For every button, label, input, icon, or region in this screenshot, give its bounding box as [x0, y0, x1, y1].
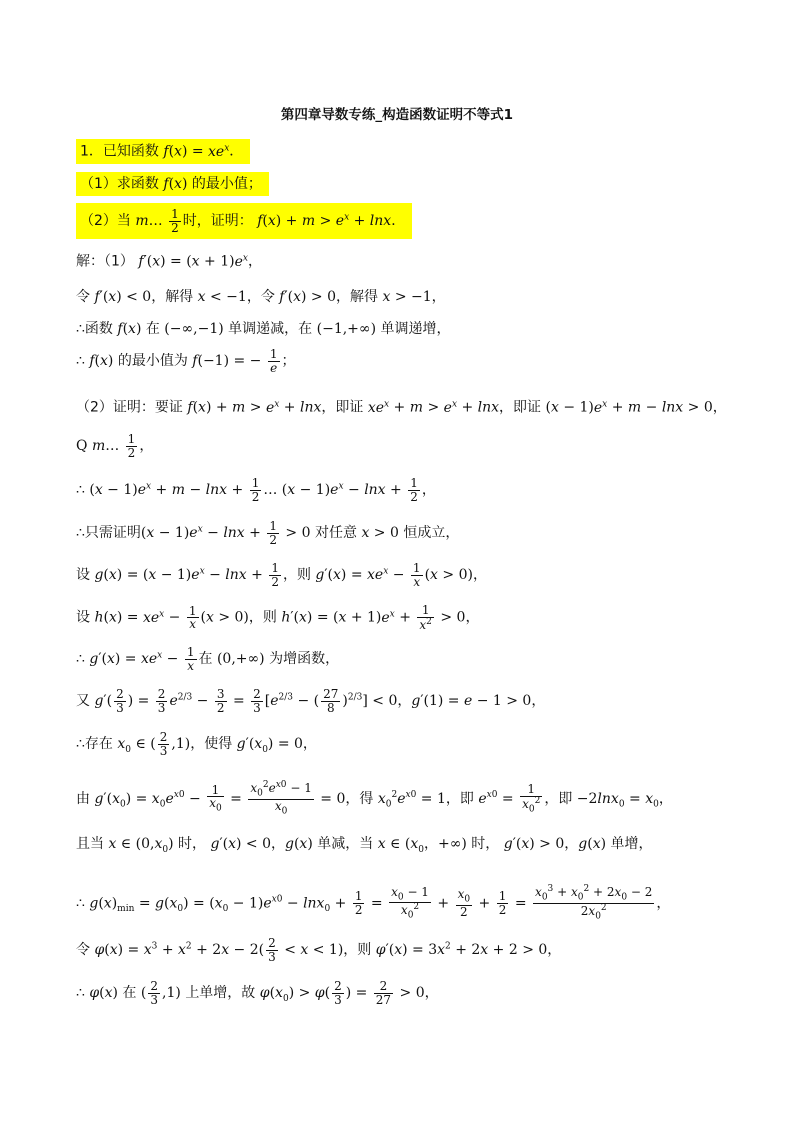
- problem-part2: [76, 203, 412, 239]
- solution-line-7: ∴ $(x - 1)e^x + m - \ln x$ + $\frac{1}{2}$ … $(x - 1)e^x - \ln x$ + $\frac{1}{2}$ ，: [76, 476, 436, 504]
- solution-line-17: 令 $\varphi(x) = x^3 + x^2 + 2x - 2$( $\frac{2}{3}$ < x < 1)，则 $\varphi'(x) = 3x^2 + 2x + 2 > 0$，: [76, 936, 562, 964]
- problem-part1-highlight: （1）求函数 f(x) 的最小值；: [76, 172, 269, 196]
- document-title: 第四章导数专练_构造函数证明不等式1: [280, 107, 514, 123]
- problem-part1: [76, 172, 269, 196]
- problem-stem: [76, 139, 250, 164]
- solution-line-2: 令 f′(x) < 0，解得 x < −1，令 f′(x) > 0，解得 x > −1，: [76, 289, 446, 305]
- solution-line-16: ∴ $g(x)_{min} = g(x_0) = (x_0 - 1)e^{x0} - \ln x_0$ + $\frac{1}{2}$ = $\frac{x_0 - 1}{x_0^2}$ + $\frac{x_0}{2}$ + $\frac{1}{2}$ = $\frac{x_0^3 + x_0^2 + 2x_0 - 2}{2x_0^2}$ ，: [76, 884, 671, 922]
- solution-line-1: 解：（1） $f'(x) = (x + 1)e^x$，: [76, 253, 262, 270]
- solution-line-14: 由 $g'(x_0) = x_0e^{x0}$ − $\frac{1}{x_0}$ = $\frac{x_0^2e^{x0} - 1}{x_0}$ = 0，得 $x_0^2e^{x0} = 1$，即 $e^{x0}$ = $\frac{1}{x_0^2}$ ，即 $-2\ln x_0 = x_0$，: [76, 780, 673, 817]
- solution-line-11: ∴ $g'(x) = xe^x$ − $\frac{1}{x}$ 在 (0,+∞) 为增函数，: [76, 645, 340, 673]
- solution-line-8: ∴只需证明$(x - 1)e^x - \ln x$ + $\frac{1}{2}$ > 0 对任意 x > 0 恒成立，: [76, 519, 460, 547]
- solution-line-13: ∴存在 $x_0$ ∈ ( $\frac{2}{3}$ ,1)，使得 $g'(x_0) = 0$，: [76, 730, 317, 758]
- solution-line-12: 又 g′( $\frac{2}{3}$ ) = $\frac{2}{3}$ $e^{2/3}$ − $\frac{3}{2}$ = $\frac{2}{3}$ [$e^{2/3}$ − ( $\frac{27}{8}$ )$^{2/3}$] < 0，g′(1) = e − 1 > 0，: [76, 687, 546, 715]
- solution-line-18: ∴ φ(x) 在 ( $\frac{2}{3}$ ,1) 上单增，故 $\varphi(x_0) > \varphi$( $\frac{2}{3}$ ) = $\frac{2}{27}$ > 0，: [76, 979, 439, 1007]
- solution-line-10: 设 $h(x) = xe^x$ − $\frac{1}{x}$ (x > 0)，则 $h'(x) = (x + 1)e^x$ + $\frac{1}{x^2}$ > 0，: [76, 603, 480, 632]
- solution-line-3: ∴函数 f(x) 在 (−∞,−1) 单调递减，在 (−1,+∞) 单调递增，: [76, 321, 451, 337]
- solution-line-9: 设 $g(x) = (x - 1)e^x - \ln x$ + $\frac{1}{2}$ ，则 $g'(x) = xe^x$ − $\frac{1}{x}$ (x > 0)，: [76, 561, 487, 589]
- solution-line-4: ∴ f(x) 的最小值为 f(−1) = − $\frac{1}{e}$ ；: [76, 347, 296, 375]
- problem-stem-highlight: 1．已知函数 $f(x) = xe^x$．: [76, 139, 250, 164]
- problem-part2-highlight: （2）当 m… $\frac{1}{2}$ 时，证明： $f(x) + m > e^x + \ln x$．: [76, 203, 412, 239]
- solution-line-5: （2）证明：要证 $f(x) + m > e^x + \ln x$，即证 $xe^x + m > e^x + \ln x$，即证 $(x - 1)e^x + m - \ln x > 0$，: [76, 399, 727, 416]
- solution-line-15: 且当 x ∈ $(0,x_0)$ 时， g′(x) < 0，g(x) 单减，当 x ∈ ($x_0$，+∞) 时， g′(x) > 0，g(x) 单增，: [76, 836, 653, 855]
- solution-line-6: Q m… $\frac{1}{2}$ ，: [76, 432, 154, 460]
